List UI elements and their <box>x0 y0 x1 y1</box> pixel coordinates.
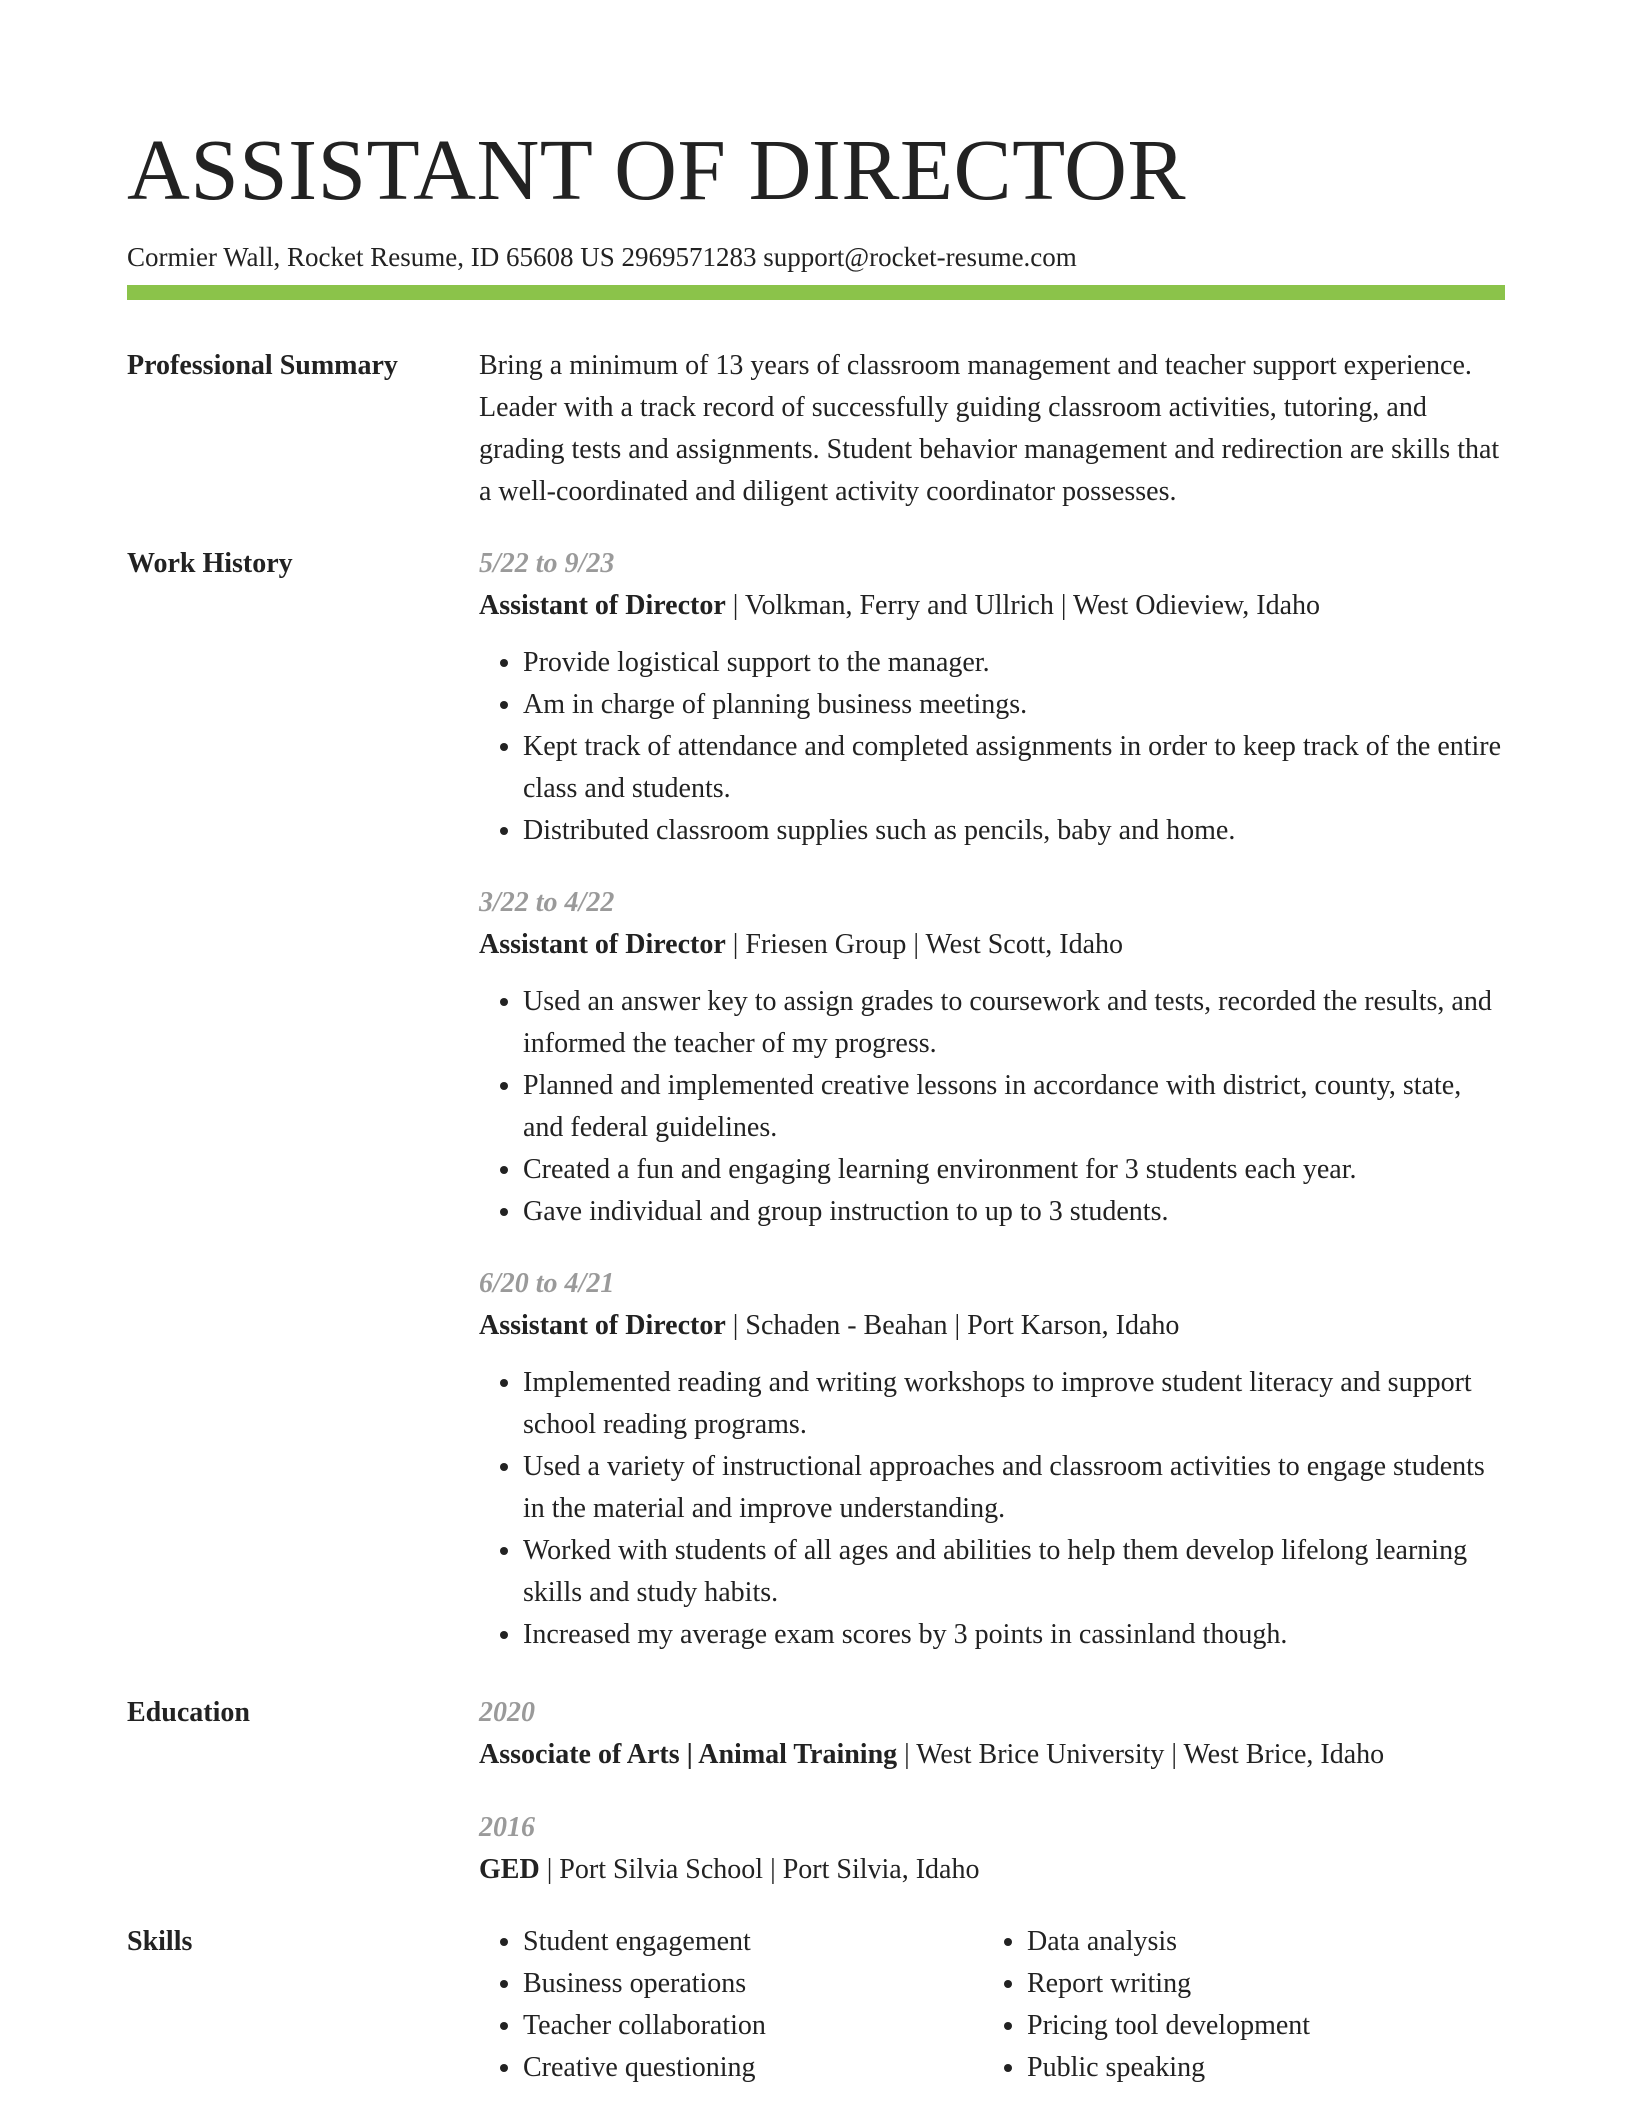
skill-item: • Report writing <box>1027 1963 1487 2005</box>
education-title-line <box>479 1734 1505 1776</box>
work-history-body <box>479 543 1505 1686</box>
education-year: 2020 <box>479 1697 535 1728</box>
resume-header <box>127 120 1505 274</box>
section-label-summary: Professional Summary <box>127 350 398 381</box>
skills-list-left <box>479 1921 983 2089</box>
job-dates: 6/20 to 4/21 <box>479 1268 615 1299</box>
education-entry <box>479 1807 1505 1891</box>
job-bullet: • Distributed classroom supplies such as pencils, baby and home. <box>523 810 1505 852</box>
skills-list-right <box>983 1921 1487 2089</box>
job-bullet: • Am in charge of planning business meetings. <box>523 684 1505 726</box>
skill-item: • Teacher collaboration <box>523 2005 983 2047</box>
summary-text: Bring a minimum of 13 years of classroom management and teacher support experience. Leader with a track record of successfully guiding classroom activities, tutoring, and grading tests and assignments. Student behavior management and redirection are skills that a well-coordinated and diligent activity coordinator possesses. <box>479 350 1500 507</box>
job-details: | Schaden - Beahan | Port Karson, Idaho <box>725 1310 1180 1341</box>
skill-item: • Student engagement <box>523 1921 983 1963</box>
job-bullet: • Created a fun and engaging learning environment for 3 students each year. <box>523 1149 1505 1191</box>
job-bullet: • Planned and implemented creative lessons in accordance with district, county, state, and federal guidelines. <box>523 1065 1505 1149</box>
education-entry <box>479 1692 1505 1776</box>
candidate-name: ASSISTANT OF DIRECTOR <box>127 121 1187 218</box>
job-title-line <box>479 585 1505 627</box>
job-details: | Volkman, Ferry and Ullrich | West Odieview, Idaho <box>725 590 1321 621</box>
job-dates: 5/22 to 9/23 <box>479 548 615 579</box>
job-entry <box>479 1263 1505 1656</box>
job-bullet: • Used an answer key to assign grades to coursework and tests, recorded the results, and informed the teacher of my progress. <box>523 981 1505 1065</box>
job-title: Assistant of Director <box>479 590 726 621</box>
job-details: | Friesen Group | West Scott, Idaho <box>725 929 1124 960</box>
skill-item: • Business operations <box>523 1963 983 2005</box>
job-bullet: • Gave individual and group instruction to up to 3 students. <box>523 1191 1505 1233</box>
education-body <box>479 1692 1505 1921</box>
contact-info: Cormier Wall, Rocket Resume, ID 65608 US 2969571283 support@rocket-resume.com <box>127 242 1077 272</box>
job-bullet: • Kept track of attendance and completed assignments in order to keep track of the entire class and students. <box>523 726 1505 810</box>
education-year: 2016 <box>479 1812 535 1843</box>
job-bullets <box>479 1362 1505 1656</box>
education-degree: Associate of Arts | Animal Training <box>479 1739 898 1770</box>
job-dates: 3/22 to 4/22 <box>479 887 615 918</box>
job-entry <box>479 882 1505 1233</box>
education-details: | West Brice University | West Brice, Idaho <box>897 1739 1385 1770</box>
job-entry <box>479 543 1505 852</box>
job-title: Assistant of Director <box>479 1310 726 1341</box>
job-bullet: • Implemented reading and writing workshops to improve student literacy and support school reading programs. <box>523 1362 1505 1446</box>
job-bullet: • Used a variety of instructional approaches and classroom activities to engage students in the material and improve understanding. <box>523 1446 1505 1530</box>
job-bullet: • Increased my average exam scores by 3 points in cassinland though. <box>523 1614 1505 1656</box>
job-title-line <box>479 924 1505 966</box>
skills-body <box>479 1921 1505 2089</box>
job-bullet: • Worked with students of all ages and abilities to help them develop lifelong learning skills and study habits. <box>523 1530 1505 1614</box>
education-details: | Port Silvia School | Port Silvia, Idaho <box>539 1854 980 1885</box>
job-bullets <box>479 642 1505 852</box>
skill-item: • Data analysis <box>1027 1921 1487 1963</box>
skill-item: • Pricing tool development <box>1027 2005 1487 2047</box>
job-title: Assistant of Director <box>479 929 726 960</box>
accent-divider <box>127 285 1505 300</box>
skill-item: • Creative questioning <box>523 2047 983 2089</box>
skill-item: • Public speaking <box>1027 2047 1487 2089</box>
section-label-skills: Skills <box>127 1926 193 1957</box>
job-title-line <box>479 1305 1505 1347</box>
summary-body <box>479 345 1505 513</box>
section-label-work-history: Work History <box>127 548 293 579</box>
education-title-line <box>479 1849 1505 1891</box>
job-bullets <box>479 981 1505 1233</box>
education-degree: GED <box>479 1854 540 1885</box>
section-label-education: Education <box>127 1697 250 1728</box>
job-bullet: • Provide logistical support to the manager. <box>523 642 1505 684</box>
skills-columns <box>479 1921 1505 2089</box>
